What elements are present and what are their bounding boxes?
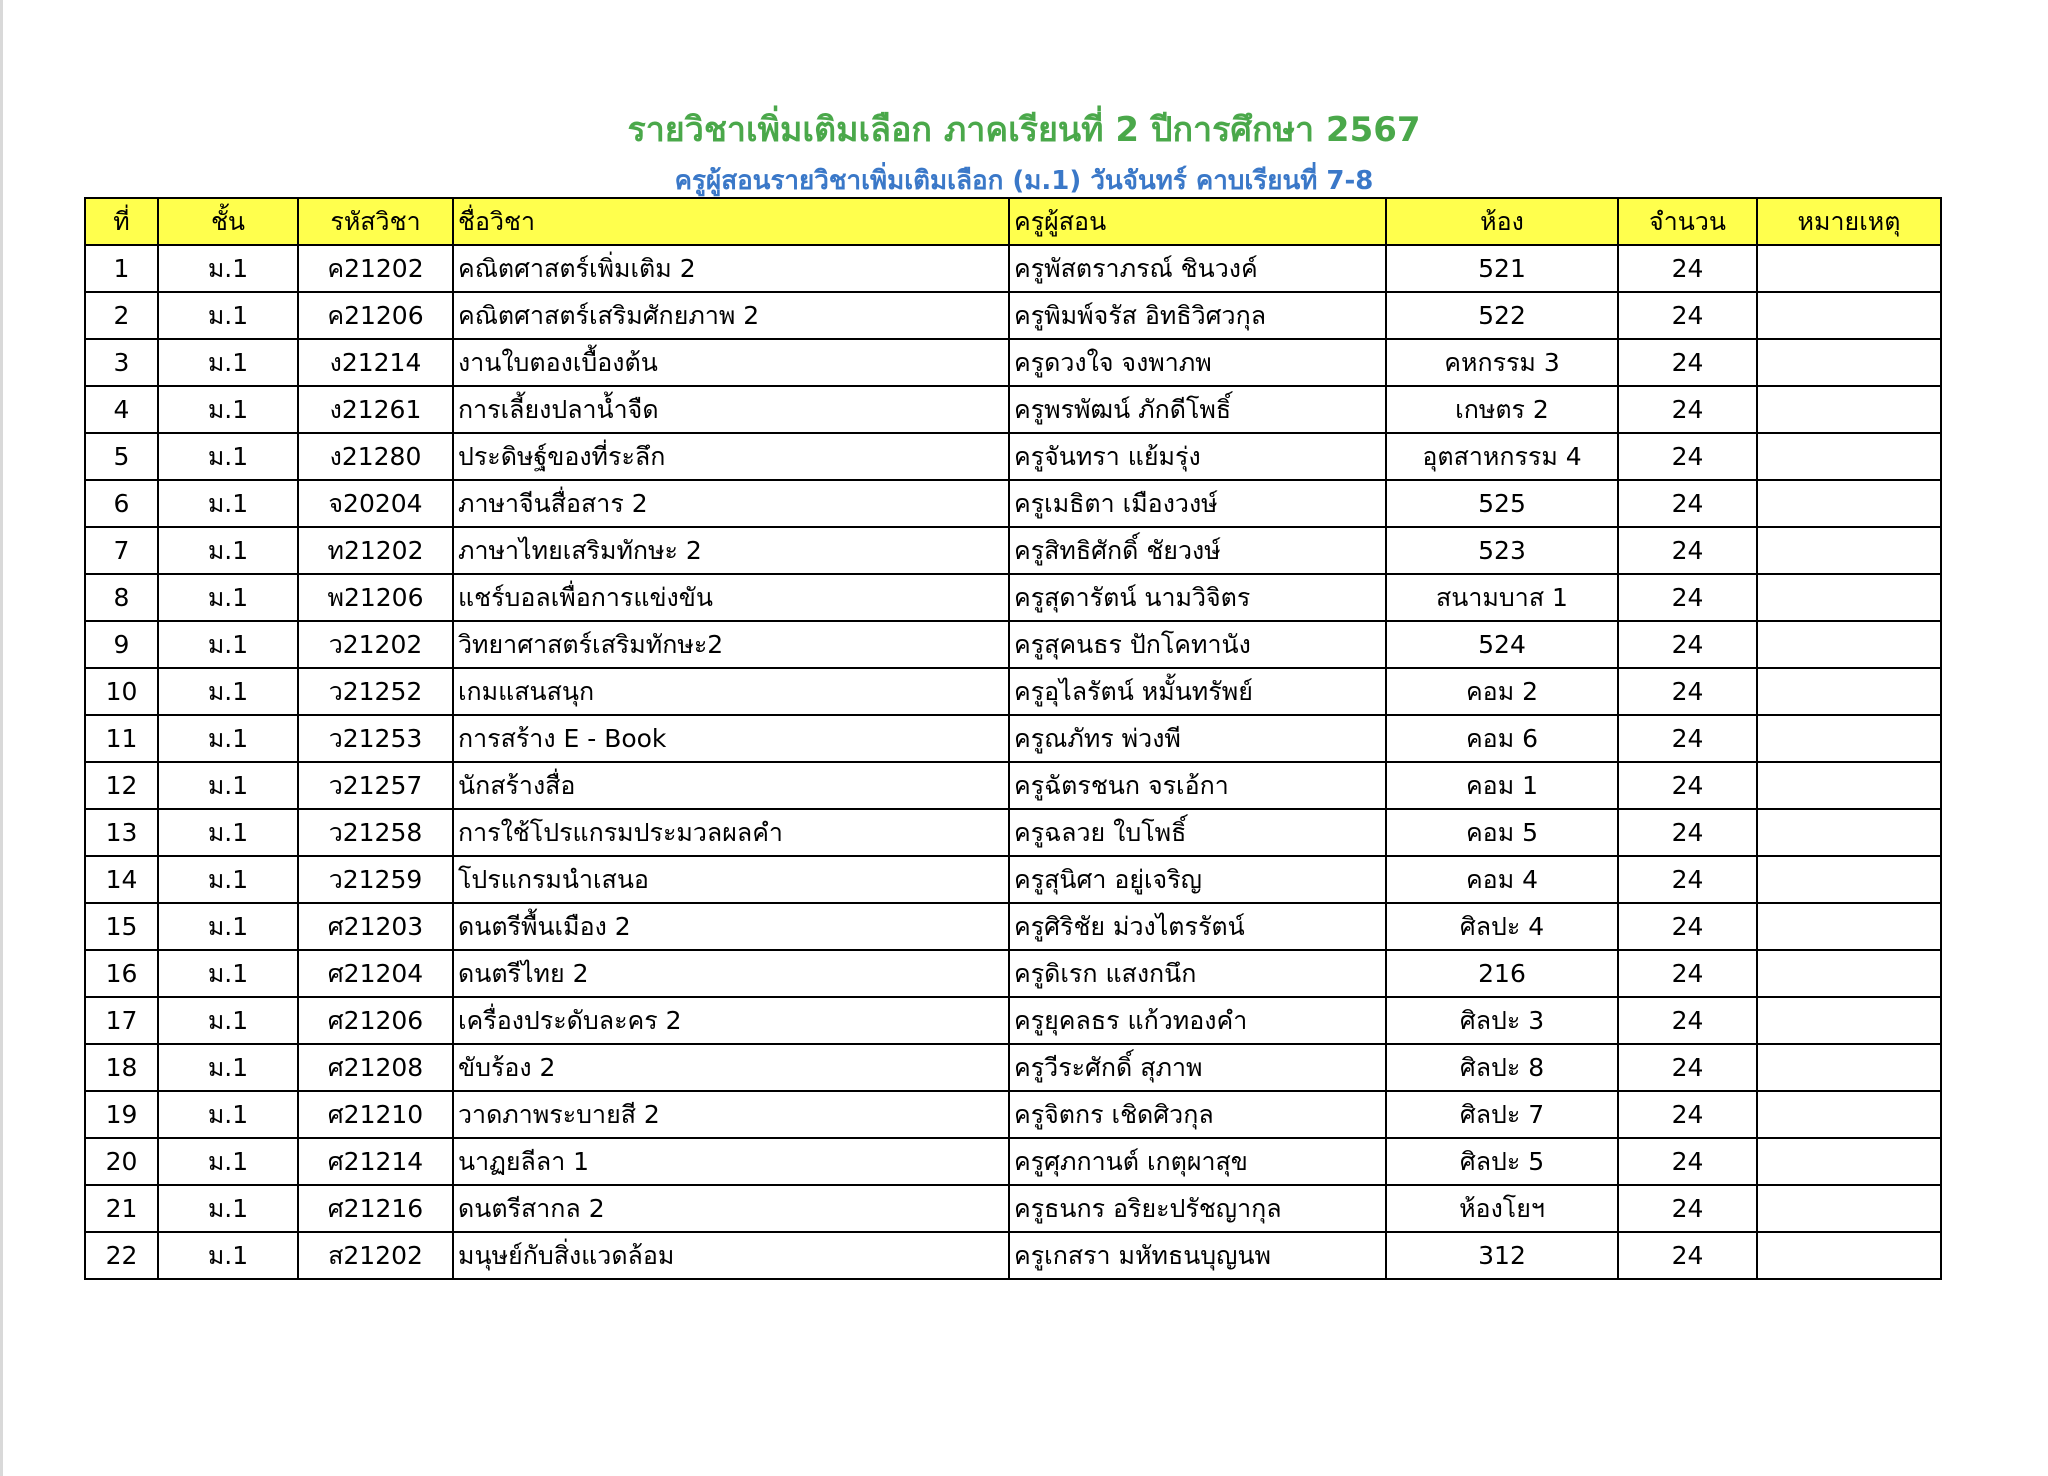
cell-no: 2 [85,292,158,339]
cell-count: 24 [1618,903,1757,950]
cell-course-code: ว21259 [298,856,453,903]
cell-course-name: ประดิษฐ์ของที่ระลึก [453,433,1009,480]
cell-grade: ม.1 [158,1232,298,1279]
cell-course-code: ท21202 [298,527,453,574]
cell-grade: ม.1 [158,668,298,715]
cell-grade: ม.1 [158,245,298,292]
cell-course-code: ค21202 [298,245,453,292]
cell-room: 525 [1386,480,1618,527]
cell-course-code: ส21202 [298,1232,453,1279]
cell-remark [1757,1138,1941,1185]
cell-course-name: มนุษย์กับสิ่งแวดล้อม [453,1232,1009,1279]
cell-remark [1757,386,1941,433]
cell-teacher: ครูพิมพ์จรัส อิทธิวิศวกุล [1009,292,1386,339]
cell-course-code: ศ21204 [298,950,453,997]
table-row [85,386,1941,433]
cell-course-code: ว21202 [298,621,453,668]
cell-remark [1757,997,1941,1044]
cell-no: 11 [85,715,158,762]
table-row [85,527,1941,574]
cell-teacher: ครูวีระศักดิ์ สุภาพ [1009,1044,1386,1091]
page-subtitle: ครูผู้สอนรายวิชาเพิ่มเติมเลือก (ม.1) วันจันทร์ คาบเรียนที่ 7-8 [674,166,1374,196]
cell-course-name: แชร์บอลเพื่อการแข่งขัน [453,574,1009,621]
table-body [85,245,1941,1279]
cell-course-name: งานใบตองเบื้องต้น [453,339,1009,386]
cell-room: 523 [1386,527,1618,574]
cell-count: 24 [1618,574,1757,621]
cell-remark [1757,480,1941,527]
table-row [85,1232,1941,1279]
cell-course-code: จ20204 [298,480,453,527]
table-row [85,1091,1941,1138]
cell-grade: ม.1 [158,1091,298,1138]
cell-remark [1757,762,1941,809]
header-no: ที่ [85,198,158,245]
cell-course-code: ศ21206 [298,997,453,1044]
cell-grade: ม.1 [158,1044,298,1091]
cell-grade: ม.1 [158,527,298,574]
cell-grade: ม.1 [158,997,298,1044]
header-grade: ชั้น [158,198,298,245]
cell-remark [1757,433,1941,480]
cell-teacher: ครูสุนิศา อยู่เจริญ [1009,856,1386,903]
cell-remark [1757,950,1941,997]
cell-course-code: ง21214 [298,339,453,386]
cell-count: 24 [1618,1138,1757,1185]
cell-course-code: ศ21203 [298,903,453,950]
header-room: ห้อง [1386,198,1618,245]
cell-course-name: การสร้าง E - Book [453,715,1009,762]
cell-room: ห้องโยฯ [1386,1185,1618,1232]
cell-room: อุตสาหกรรม 4 [1386,433,1618,480]
cell-teacher: ครูฉัตรชนก จรเอ้กา [1009,762,1386,809]
cell-count: 24 [1618,1232,1757,1279]
cell-no: 1 [85,245,158,292]
cell-room: 524 [1386,621,1618,668]
cell-course-name: ขับร้อง 2 [453,1044,1009,1091]
header-count: จำนวน [1618,198,1757,245]
cell-count: 24 [1618,339,1757,386]
cell-remark [1757,339,1941,386]
cell-course-name: ดนตรีไทย 2 [453,950,1009,997]
cell-count: 24 [1618,762,1757,809]
cell-remark [1757,1091,1941,1138]
cell-no: 3 [85,339,158,386]
cell-no: 21 [85,1185,158,1232]
cell-no: 5 [85,433,158,480]
table-row [85,292,1941,339]
cell-no: 13 [85,809,158,856]
cell-teacher: ครูพรพัฒน์ ภักดีโพธิ์ [1009,386,1386,433]
cell-grade: ม.1 [158,1138,298,1185]
cell-room: ศิลปะ 5 [1386,1138,1618,1185]
cell-course-name: ภาษาจีนสื่อสาร 2 [453,480,1009,527]
course-table [84,197,1942,1280]
cell-course-code: ว21257 [298,762,453,809]
cell-course-code: ศ21208 [298,1044,453,1091]
cell-no: 20 [85,1138,158,1185]
cell-count: 24 [1618,527,1757,574]
cell-room: ศิลปะ 3 [1386,997,1618,1044]
cell-teacher: ครูเกสรา มหัทธนบุญนพ [1009,1232,1386,1279]
cell-count: 24 [1618,1044,1757,1091]
cell-course-name: คณิตศาสตร์เสริมศักยภาพ 2 [453,292,1009,339]
cell-remark [1757,856,1941,903]
cell-course-code: ว21258 [298,809,453,856]
cell-grade: ม.1 [158,292,298,339]
cell-room: เกษตร 2 [1386,386,1618,433]
table-row [85,245,1941,292]
table-row [85,339,1941,386]
cell-count: 24 [1618,856,1757,903]
cell-teacher: ครูสิทธิศักดิ์ ชัยวงษ์ [1009,527,1386,574]
cell-course-name: โปรแกรมนำเสนอ [453,856,1009,903]
cell-room: ศิลปะ 8 [1386,1044,1618,1091]
cell-room: ศิลปะ 7 [1386,1091,1618,1138]
cell-no: 18 [85,1044,158,1091]
cell-no: 10 [85,668,158,715]
cell-grade: ม.1 [158,903,298,950]
table-row [85,856,1941,903]
cell-count: 24 [1618,809,1757,856]
cell-count: 24 [1618,386,1757,433]
header-course-code: รหัสวิชา [298,198,453,245]
cell-no: 9 [85,621,158,668]
page-title: รายวิชาเพิ่มเติมเลือก ภาคเรียนที่ 2 ปีการศึกษา 2567 [627,110,1421,150]
table-row [85,480,1941,527]
cell-grade: ม.1 [158,433,298,480]
cell-no: 17 [85,997,158,1044]
cell-no: 16 [85,950,158,997]
cell-course-name: เกมแสนสนุก [453,668,1009,715]
cell-room: คอม 2 [1386,668,1618,715]
cell-room: ศิลปะ 4 [1386,903,1618,950]
table-row [85,903,1941,950]
cell-remark [1757,1044,1941,1091]
cell-teacher: ครูศุภกานต์ เกตุผาสุข [1009,1138,1386,1185]
table-row [85,950,1941,997]
cell-teacher: ครูดิเรก แสงกนึก [1009,950,1386,997]
table-row [85,762,1941,809]
cell-course-name: คณิตศาสตร์เพิ่มเติม 2 [453,245,1009,292]
cell-course-code: ว21252 [298,668,453,715]
cell-no: 6 [85,480,158,527]
cell-no: 7 [85,527,158,574]
cell-room: คอม 6 [1386,715,1618,762]
cell-room: คหกรรม 3 [1386,339,1618,386]
cell-teacher: ครูธนกร อริยะปรัชญากุล [1009,1185,1386,1232]
cell-course-name: การใช้โปรแกรมประมวลผลคำ [453,809,1009,856]
cell-teacher: ครูเมธิตา เมืองวงษ์ [1009,480,1386,527]
cell-teacher: ครูณภัทร พ่วงพี [1009,715,1386,762]
cell-teacher: ครูสุคนธร ปักโคทานัง [1009,621,1386,668]
cell-count: 24 [1618,668,1757,715]
cell-room: 521 [1386,245,1618,292]
cell-teacher: ครูดวงใจ จงพาภพ [1009,339,1386,386]
cell-teacher: ครูจิตกร เชิดศิวกุล [1009,1091,1386,1138]
cell-course-name: วิทยาศาสตร์เสริมทักษะ2 [453,621,1009,668]
cell-teacher: ครูจันทรา แย้มรุ่ง [1009,433,1386,480]
cell-course-name: วาดภาพระบายสี 2 [453,1091,1009,1138]
cell-room: คอม 1 [1386,762,1618,809]
cell-course-code: ค21206 [298,292,453,339]
header-course-name: ชื่อวิชา [453,198,1009,245]
cell-room: คอม 5 [1386,809,1618,856]
cell-grade: ม.1 [158,1185,298,1232]
cell-count: 24 [1618,1091,1757,1138]
cell-no: 15 [85,903,158,950]
cell-course-name: เครื่องประดับละคร 2 [453,997,1009,1044]
cell-room: 216 [1386,950,1618,997]
table-row [85,668,1941,715]
table-row [85,997,1941,1044]
table-row [85,1044,1941,1091]
cell-count: 24 [1618,433,1757,480]
cell-grade: ม.1 [158,950,298,997]
cell-course-code: ง21280 [298,433,453,480]
cell-grade: ม.1 [158,809,298,856]
cell-teacher: ครูพัสตราภรณ์ ชินวงค์ [1009,245,1386,292]
table-row [85,809,1941,856]
cell-course-name: นาฏยลีลา 1 [453,1138,1009,1185]
cell-teacher: ครูยุคลธร แก้วทองคำ [1009,997,1386,1044]
table-row [85,1138,1941,1185]
cell-teacher: ครูอุไลรัตน์ หมั้นทรัพย์ [1009,668,1386,715]
cell-grade: ม.1 [158,762,298,809]
cell-no: 4 [85,386,158,433]
cell-grade: ม.1 [158,386,298,433]
cell-remark [1757,903,1941,950]
cell-count: 24 [1618,715,1757,762]
cell-course-code: พ21206 [298,574,453,621]
cell-course-name: ดนตรีพื้นเมือง 2 [453,903,1009,950]
cell-count: 24 [1618,245,1757,292]
cell-course-code: ศ21210 [298,1091,453,1138]
cell-teacher: ครูสุดารัตน์ นามวิจิตร [1009,574,1386,621]
cell-no: 12 [85,762,158,809]
cell-no: 19 [85,1091,158,1138]
cell-no: 22 [85,1232,158,1279]
table-row [85,433,1941,480]
cell-count: 24 [1618,997,1757,1044]
cell-remark [1757,668,1941,715]
cell-grade: ม.1 [158,621,298,668]
cell-remark [1757,809,1941,856]
header-teacher: ครูผู้สอน [1009,198,1386,245]
cell-course-name: การเลี้ยงปลาน้ำจืด [453,386,1009,433]
cell-remark [1757,574,1941,621]
cell-count: 24 [1618,480,1757,527]
cell-remark [1757,527,1941,574]
cell-grade: ม.1 [158,715,298,762]
cell-no: 14 [85,856,158,903]
cell-course-name: ภาษาไทยเสริมทักษะ 2 [453,527,1009,574]
page-left-edge [0,0,3,1476]
cell-course-code: ง21261 [298,386,453,433]
cell-grade: ม.1 [158,339,298,386]
cell-teacher: ครูศิริชัย ม่วงไตรรัตน์ [1009,903,1386,950]
cell-room: สนามบาส 1 [1386,574,1618,621]
cell-remark [1757,292,1941,339]
cell-remark [1757,1232,1941,1279]
cell-remark [1757,1185,1941,1232]
cell-count: 24 [1618,621,1757,668]
cell-no: 8 [85,574,158,621]
cell-remark [1757,245,1941,292]
cell-room: คอม 4 [1386,856,1618,903]
cell-remark [1757,621,1941,668]
cell-course-code: ศ21216 [298,1185,453,1232]
cell-course-name: นักสร้างสื่อ [453,762,1009,809]
cell-teacher: ครูฉลวย ใบโพธิ์ [1009,809,1386,856]
cell-count: 24 [1618,292,1757,339]
cell-course-name: ดนตรีสากล 2 [453,1185,1009,1232]
cell-room: 312 [1386,1232,1618,1279]
cell-course-code: ว21253 [298,715,453,762]
cell-grade: ม.1 [158,856,298,903]
cell-grade: ม.1 [158,480,298,527]
table-row [85,715,1941,762]
table-header-row [85,198,1941,245]
table-row [85,574,1941,621]
table-row [85,621,1941,668]
cell-count: 24 [1618,1185,1757,1232]
cell-remark [1757,715,1941,762]
table-row [85,1185,1941,1232]
cell-count: 24 [1618,950,1757,997]
cell-course-code: ศ21214 [298,1138,453,1185]
cell-grade: ม.1 [158,574,298,621]
header-remark: หมายเหตุ [1757,198,1941,245]
cell-room: 522 [1386,292,1618,339]
